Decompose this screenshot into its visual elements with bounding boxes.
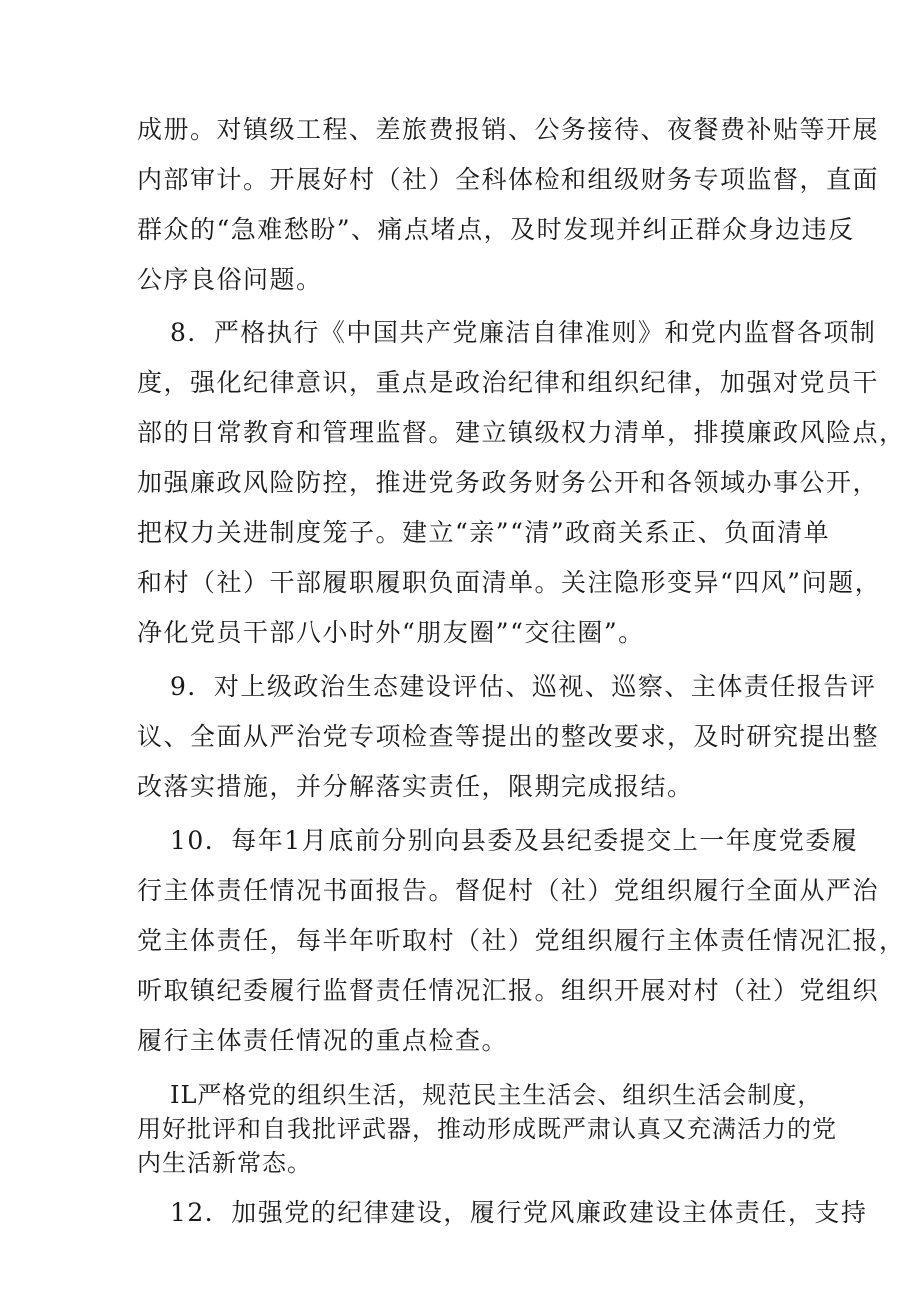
text-line: 内生活新常态。	[137, 1149, 312, 1177]
paragraph-first-line: 8．严格执行《中国共产党廉洁自律准则》和党内监督各项制	[170, 318, 877, 347]
text-line: 用好批评和自我批评武器，推动形成既严肃认真又充满活力的党	[137, 1115, 837, 1143]
paragraph-first-line: IL严格党的组织生活，规范民主生活会、组织生活会制度，	[170, 1081, 823, 1109]
text-line: 议、全面从严治党专项检查等提出的整改要求，及时研究提出整	[137, 722, 880, 751]
text-line: 内部审计。开展好村（社）全科体检和组级财务专项监督，直面	[137, 165, 880, 194]
text-line: 部的日常教育和管理监督。建立镇级权力清单，排摸廉政风险点，	[137, 418, 906, 447]
text-line: 加强廉政风险防控，推进党务政务财务公开和各领域办事公开，	[137, 468, 880, 497]
text-line: 听取镇纪委履行监督责任情况汇报。组织开展对村（社）党组织	[137, 976, 880, 1005]
paragraph-first-line: 12．加强党的纪律建设，履行党风廉政建设主体责任，支持	[170, 1198, 868, 1227]
text-line: 群众的“急难愁盼”、痛点堵点，及时发现并纠正群众身边违反	[137, 215, 855, 244]
text-line: 履行主体责任情况的重点检查。	[137, 1026, 509, 1055]
text-line: 把权力关进制度笼子。建立“亲”“清”政商关系正、负面清单	[137, 518, 831, 547]
text-line: 党主体责任，每半年听取村（社）党组织履行主体责任情况汇报，	[137, 926, 906, 955]
text-line: 改落实措施，并分解落实责任，限期完成报结。	[137, 772, 694, 801]
text-line: 度，强化纪律意识，重点是政治纪律和组织纪律，加强对党员干	[137, 368, 880, 397]
text-line: 行主体责任情况书面报告。督促村（社）党组织履行全面从严治	[137, 876, 880, 905]
paragraph-first-line: 9．对上级政治生态建设评估、巡视、巡察、主体责任报告评	[170, 672, 877, 701]
text-line: 和村（社）干部履职履职负面清单。关注隐形变异“四风”问题，	[137, 568, 882, 597]
text-line: 净化党员干部八小时外“朋友圈”“交往圈”。	[137, 618, 645, 647]
paragraph-first-line: 10．每年1月底前分别向县委及县纪委提交上一年度党委履	[170, 826, 859, 855]
text-line: 成册。对镇级工程、差旅费报销、公务接待、夜餐费补贴等开展	[137, 115, 880, 144]
text-line: 公序良俗问题。	[137, 265, 323, 294]
